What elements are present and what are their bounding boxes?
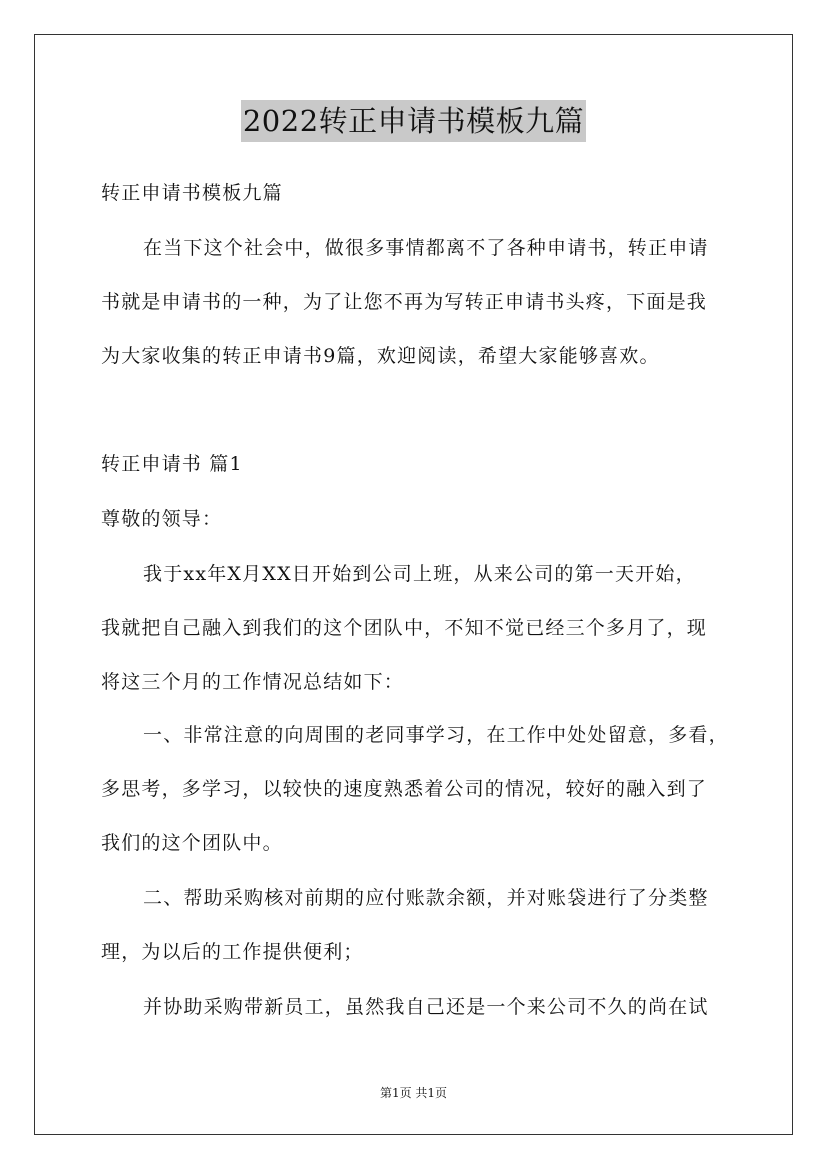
paragraph-line: 在当下这个社会中，做很多事情都离不了各种申请书，转正申请 [143,237,709,259]
page-footer: 第1页 共1页 [379,1086,448,1100]
paragraph-line: 书就是申请书的一种，为了让您不再为写转正申请书头疼，下面是我 [101,291,708,313]
document-title: 2022转正申请书模板九篇 [241,100,586,142]
subtitle-line: 转正申请书模板九篇 [101,182,283,204]
paragraph-line: 我就把自己融入到我们的这个团队中，不知不觉已经三个多月了，现 [101,617,708,639]
paragraph-line: 理，为以后的工作提供便利； [101,941,364,963]
paragraph-line: 一、非常注意的向周围的老同事学习，在工作中处处留意，多看， [143,724,729,746]
salutation-line: 尊敬的领导： [101,508,223,530]
paragraph-line: 多思考，多学习，以较快的速度熟悉着公司的情况，较好的融入到了 [101,778,708,800]
title-container [0,100,827,142]
paragraph-line: 二、帮助采购核对前期的应付账款余额，并对账袋进行了分类整 [143,887,709,909]
paragraph-line: 为大家收集的转正申请书9篇，欢迎阅读，希望大家能够喜欢。 [101,345,660,367]
paragraph-line: 将这三个月的工作情况总结如下： [101,671,405,693]
section-heading: 转正申请书 篇1 [101,453,243,475]
paragraph-line: 我们的这个团队中。 [101,832,283,854]
paragraph-line: 并协助采购带新员工，虽然我自己还是一个来公司不久的尚在试 [143,996,709,1018]
paragraph-line: 我于xx年X月XX日开始到公司上班，从来公司的第一天开始， [143,563,696,585]
